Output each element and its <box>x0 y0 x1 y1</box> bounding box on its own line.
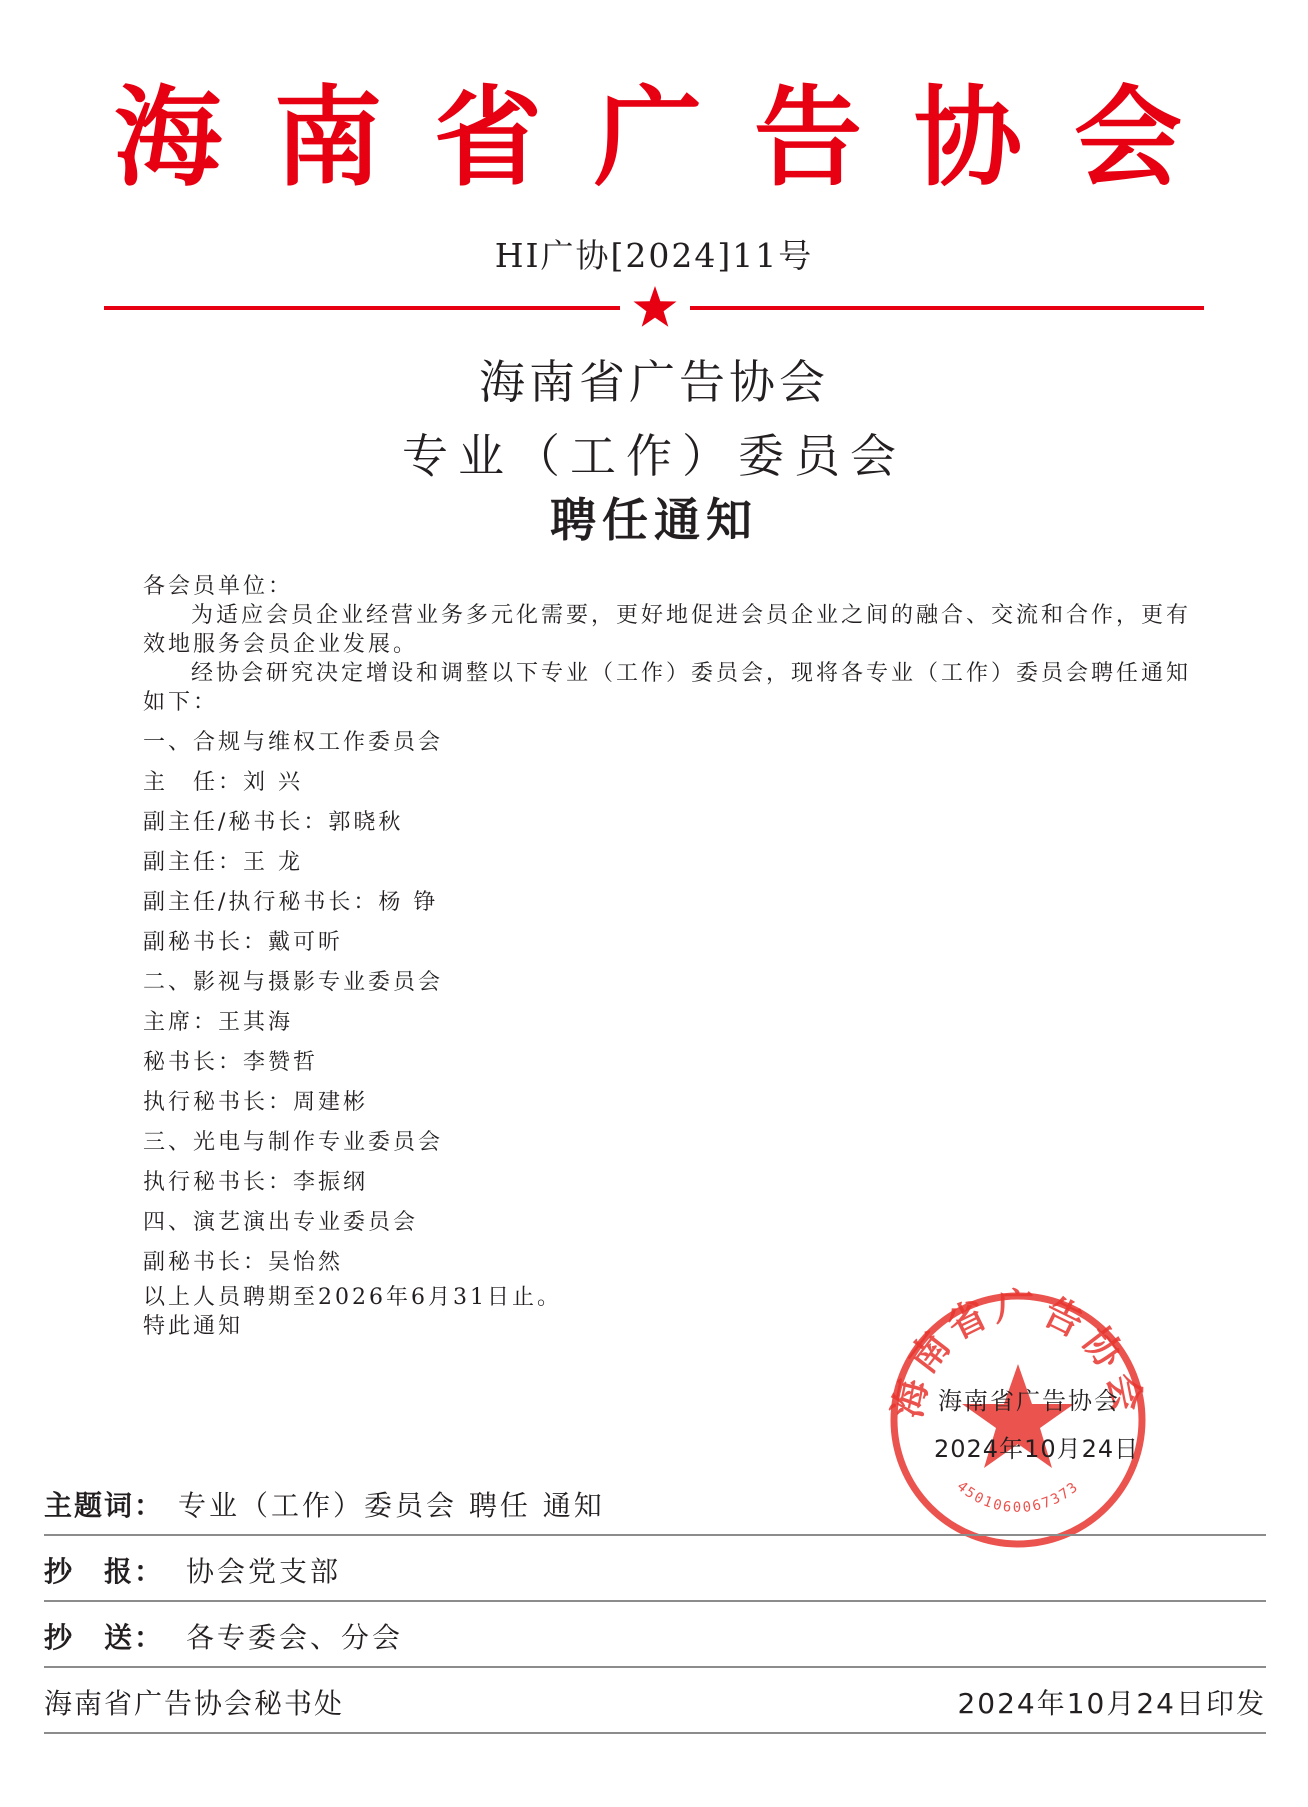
list-item: 一、合规与维权工作委员会 <box>143 730 444 755</box>
footer-issuer-row <box>44 1668 1266 1734</box>
body-paragraph-1: 为适应会员企业经营业务多元化需要，更好地促进会员企业之间的融合、交流和合作，更有效地服务会员企业发展。 <box>143 603 1192 657</box>
list-item: 副主任/秘书长：郭晓秋 <box>143 810 404 835</box>
report-value: 协会党支部 <box>186 1555 342 1588</box>
list-item: 执行秘书长：李振纲 <box>143 1170 369 1195</box>
footer-subject-row <box>44 1470 1266 1536</box>
title-line-3: 聘任通知 <box>550 493 758 547</box>
list-item: 主席：王其海 <box>143 1010 294 1035</box>
body-paragraph-2: 经协会研究决定增设和调整以下专业（工作）委员会，现将各专业（工作）委员会聘任通知如下： <box>143 661 1192 715</box>
print-date: 2024年10月24日印发 <box>957 1687 1266 1720</box>
list-item: 四、演艺演出专业委员会 <box>143 1210 419 1235</box>
letterhead-organization: 海南省广告协会 <box>113 75 1234 201</box>
list-item: 副主任/执行秘书长：杨 铮 <box>143 890 439 915</box>
red-divider-right <box>690 306 1204 310</box>
list-item: 主 任：刘 兴 <box>143 770 303 795</box>
list-item: 二、影视与摄影专业委员会 <box>143 970 444 995</box>
list-item: 副秘书长：吴怡然 <box>143 1250 344 1275</box>
list-item: 副秘书长：戴可昕 <box>143 930 344 955</box>
document-footer <box>44 1470 1266 1734</box>
salutation: 各会员单位： <box>143 574 294 599</box>
svg-text:4501060067373: 4501060067373 <box>953 1478 1083 1516</box>
subject-label: 主题词： <box>44 1489 165 1522</box>
report-label: 抄 报： <box>44 1555 165 1588</box>
title-line-1: 海南省广告协会 <box>479 355 829 409</box>
svg-text:海南省广告协会: 海南省广告协会 <box>885 1286 1151 1422</box>
signature-date: 2024年10月24日 <box>934 1435 1140 1463</box>
send-value: 各专委会、分会 <box>186 1621 404 1654</box>
subject-value: 专业（工作）委员会 聘任 通知 <box>178 1489 605 1522</box>
issuer: 海南省广告协会秘书处 <box>44 1687 345 1720</box>
document-number: HI广协[2024]11号 <box>494 236 814 275</box>
footer-send-row <box>44 1602 1266 1668</box>
list-item: 副主任：王 龙 <box>143 850 303 875</box>
red-divider-left <box>104 306 620 310</box>
term-statement: 以上人员聘期至2026年6月31日止。 <box>143 1285 562 1310</box>
list-item: 三、光电与制作专业委员会 <box>143 1130 444 1155</box>
list-item: 执行秘书长：周建彬 <box>143 1090 369 1115</box>
closing-statement: 特此通知 <box>143 1314 244 1339</box>
appointment-list <box>143 723 1193 1283</box>
signature-organization: 海南省广告协会 <box>938 1387 1120 1415</box>
list-item: 秘书长：李赞哲 <box>143 1050 319 1075</box>
footer-report-row <box>44 1536 1266 1602</box>
red-star-icon <box>632 284 678 330</box>
send-label: 抄 送： <box>44 1621 165 1654</box>
notice-body <box>143 572 1193 1341</box>
title-line-2: 专业（工作）委员会 <box>402 429 906 483</box>
